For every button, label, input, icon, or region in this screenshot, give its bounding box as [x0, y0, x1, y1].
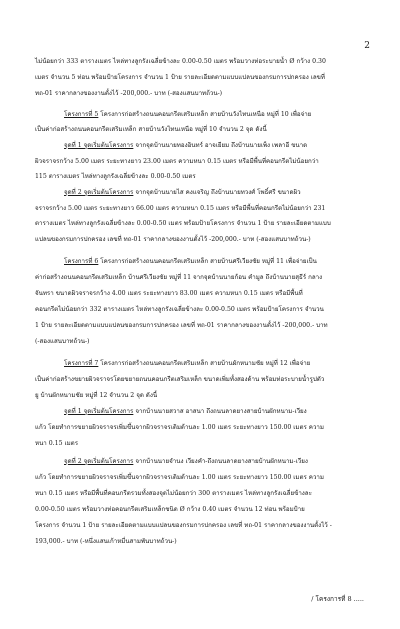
- text-line: โครงการ จำนวน 1 ป้าย รายละเอียดตามแบบแปลนของกรมการปกครอง เลขที่ ทถ-01 ราคากลางของงานตั้งไว้ -: [35, 522, 332, 529]
- text-line: 0.00-0.50 เมตร พร้อมวางท่อคอนกรีตเสริมเหล็กชนิด Ø กว้าง 0.40 เมตร จำนวน 12 ท่อน พร้อมป้าย: [35, 506, 305, 513]
- project-7-heading: โครงการที่ 7 โครงการก่อสร้างถนนคอนกรีตเสริมเหล็ก สายบ้านผักหนามชัย หมู่ที่ 12 เพื่อจ่าย: [64, 360, 311, 367]
- text-line: 115 ตารางเมตร ไหล่ทางลูกรังเฉลี่ยข้างละ 0.00-0.50 เมตร: [35, 173, 196, 180]
- project-6-label: โครงการที่ 6: [64, 258, 99, 265]
- continuation-marker: / โครงการที่ 8 .....: [311, 595, 364, 603]
- text-line: แก้ว โดยทำการขยายผิวจราจรเพิ่มขึ้นจากผิวจราจรเดิมด้านละ 1.00 เมตร ระยะทางยาว 150.00 เมตร ความ: [35, 474, 324, 481]
- point-label: จุดที่ 2 จุดเริ่มต้นโครงการ: [64, 458, 134, 465]
- point-label: จุดที่ 2 จุดเริ่มต้นโครงการ: [64, 189, 134, 196]
- text-line: 1 ป้าย รายละเอียดตามแบบแปลนของกรมการปกครอง เลขที่ ทถ-01 ราคากลางของงานตั้งไว้ -200,000.- บาท: [35, 322, 328, 329]
- page-number: 2: [364, 41, 370, 51]
- point-label: จุดที่ 1 จุดเริ่มต้นโครงการ: [64, 142, 134, 149]
- text-line: 193,000.- บาท (-หนึ่งแสนเก้าหมื่นสามพันบาทถ้วน-): [35, 538, 177, 545]
- point-1-heading: จุดที่ 1 จุดเริ่มต้นโครงการ จากบ้านนายสวาส อาสนา ถึงถนนลาดยางสายบ้านผักหนาม-เวียง: [64, 408, 307, 415]
- text-line: จราจรกว้าง 5.00 เมตร ระยะทางยาว 66.00 เมตร ความหนา 0.15 เมตร หรือมีพื้นที่คอนกรีตไม่น้อยกว่า 231: [35, 205, 326, 212]
- text-line: เป็นค่าก่อสร้างขยายผิวจราจรโดยขยายถนนคอนกรีตเสริมเหล็ก ขนาดเพิ่มทั้งสองด้าน พร้อมท่อระบายน้ำรูปตัว: [35, 376, 325, 383]
- text-line: ไม่น้อยกว่า 333 ตารางเมตร ไหล่ทางลูกรังเฉลี่ยข้างละ 0.00-0.50 เมตร พร้อมวางท่อระบายน้ำ Ø กว้าง 0.30: [35, 58, 326, 65]
- text-line: แก้ว โดยทำการขยายผิวจราจรเพิ่มขึ้นจากผิวจราจรเดิมด้านละ 1.00 เมตร ระยะทางยาว 150.00 เมตร ความ: [35, 424, 324, 431]
- text-line: ผิวจราจรกว้าง 5.00 เมตร ระยะทางยาว 23.00 เมตร ความหนา 0.15 เมตร หรือมีพื้นที่คอนกรีตไม่น้อยกว่า: [35, 158, 319, 165]
- point-1-heading: จุดที่ 1 จุดเริ่มต้นโครงการ จากจุดบ้านนายทองอินทร์ อาจเยียม ถึงบ้านนายเพ็ง เพลาอี ขนาด: [64, 142, 308, 149]
- text-line: เมตร จำนวน 5 ท่อน พร้อมป้ายโครงการ จำนวน 1 ป้าย รายละเอียดตามแบบแปลนของกรมการปกครอง เลขที่: [35, 74, 325, 81]
- point-2-heading: จุดที่ 2 จุดเริ่มต้นโครงการ จากบ้านนายจำนง เวียงคำ-ถึงถนนลาดยางสายบ้านผักหนาม-เวียง: [64, 458, 308, 465]
- point-2-heading: จุดที่ 2 จุดเริ่มต้นโครงการ จากจุดบ้านนายไส คงแจริญ ถึงบ้านนายทวงศ์ โพธิ์ศรี ขนาดผิว: [64, 189, 301, 196]
- text-line: ทถ-01 ราคากลางของงานตั้งไว้ -200,000.- บาท (-สองแสนบาทถ้วน-): [35, 90, 223, 97]
- text-line: เป็นค่าก่อสร้างถนนคอนกรีตเสริมเหล็ก สายบ้านวังไทนเหนือ หมู่ที่ 10 จำนวน 2 จุด ดังนี้: [35, 126, 267, 133]
- project-5-label: โครงการที่ 5: [64, 111, 99, 118]
- project-7-label: โครงการที่ 7: [64, 360, 99, 367]
- text-line: ตารางเมตร ไหล่ทางลูกรังเฉลี่ยข้างละ 0.00-0.50 เมตร พร้อมป้ายโครงการ จำนวน 1 ป้าย รายละเอียดตามแบบ: [35, 220, 331, 227]
- text-line: แปลนของกรมการปกครอง เลขที่ ทถ-01 ราคากลางของงานตั้งไว้ -200,000.- บาท (-สองแสนบาทถ้วน-): [35, 236, 311, 243]
- project-6-heading: โครงการที่ 6 โครงการก่อสร้างถนนคอนกรีตเสริมเหล็ก สายบ้านศรีเวียงชัย หมู่ที่ 11 เพื่อจ่ายเป็น: [64, 258, 317, 265]
- text-line: หนา 0.15 เมตร หรือมีพื้นที่คอนกรีตรวมทั้งสองจุดไม่น้อยกว่า 300 ตารางเมตร ไหล่ทางลูกรังเฉลี่ยข้างละ: [35, 490, 312, 497]
- text-line: หนา 0.15 เมตร: [35, 440, 79, 447]
- text-line: (-สองแสนบาทถ้วน-): [35, 338, 90, 345]
- point-label: จุดที่ 1 จุดเริ่มต้นโครงการ: [64, 408, 134, 415]
- text-line: คอนกรีตไม่น้อยกว่า 332 ตารางเมตร ไหล่ทางลูกรังเฉลี่ยข้างละ 0.00-0.50 เมตร พร้อมป้ายโครงการ จำนวน: [35, 306, 324, 313]
- text-line: จันทรา ขนาดผิวจราจรกว้าง 4.00 เมตร ระยะทางยาว 83.00 เมตร ความหนา 0.15 เมตร หรือมีพื้นที่: [35, 290, 303, 297]
- text-line: ค่าก่อสร้างถนนคอนกรีตเสริมเหล็ก บ้านศรีเวียงชัย หมู่ที่ 11 จากจุดบ้านนายก้อน คำมูล ถึงบ้านนายสุธีร์ กลาง: [35, 274, 323, 281]
- project-5-heading: โครงการที่ 5 โครงการก่อสร้างถนนคอนกรีตเสริมเหล็ก สายบ้านวังไทนเหนือ หมู่ที่ 10 เพื่อจ่าย: [64, 111, 312, 118]
- text-line: ยู บ้านผักหนามชัย หมู่ที่ 12 จำนวน 2 จุด ดังนี้: [35, 392, 158, 399]
